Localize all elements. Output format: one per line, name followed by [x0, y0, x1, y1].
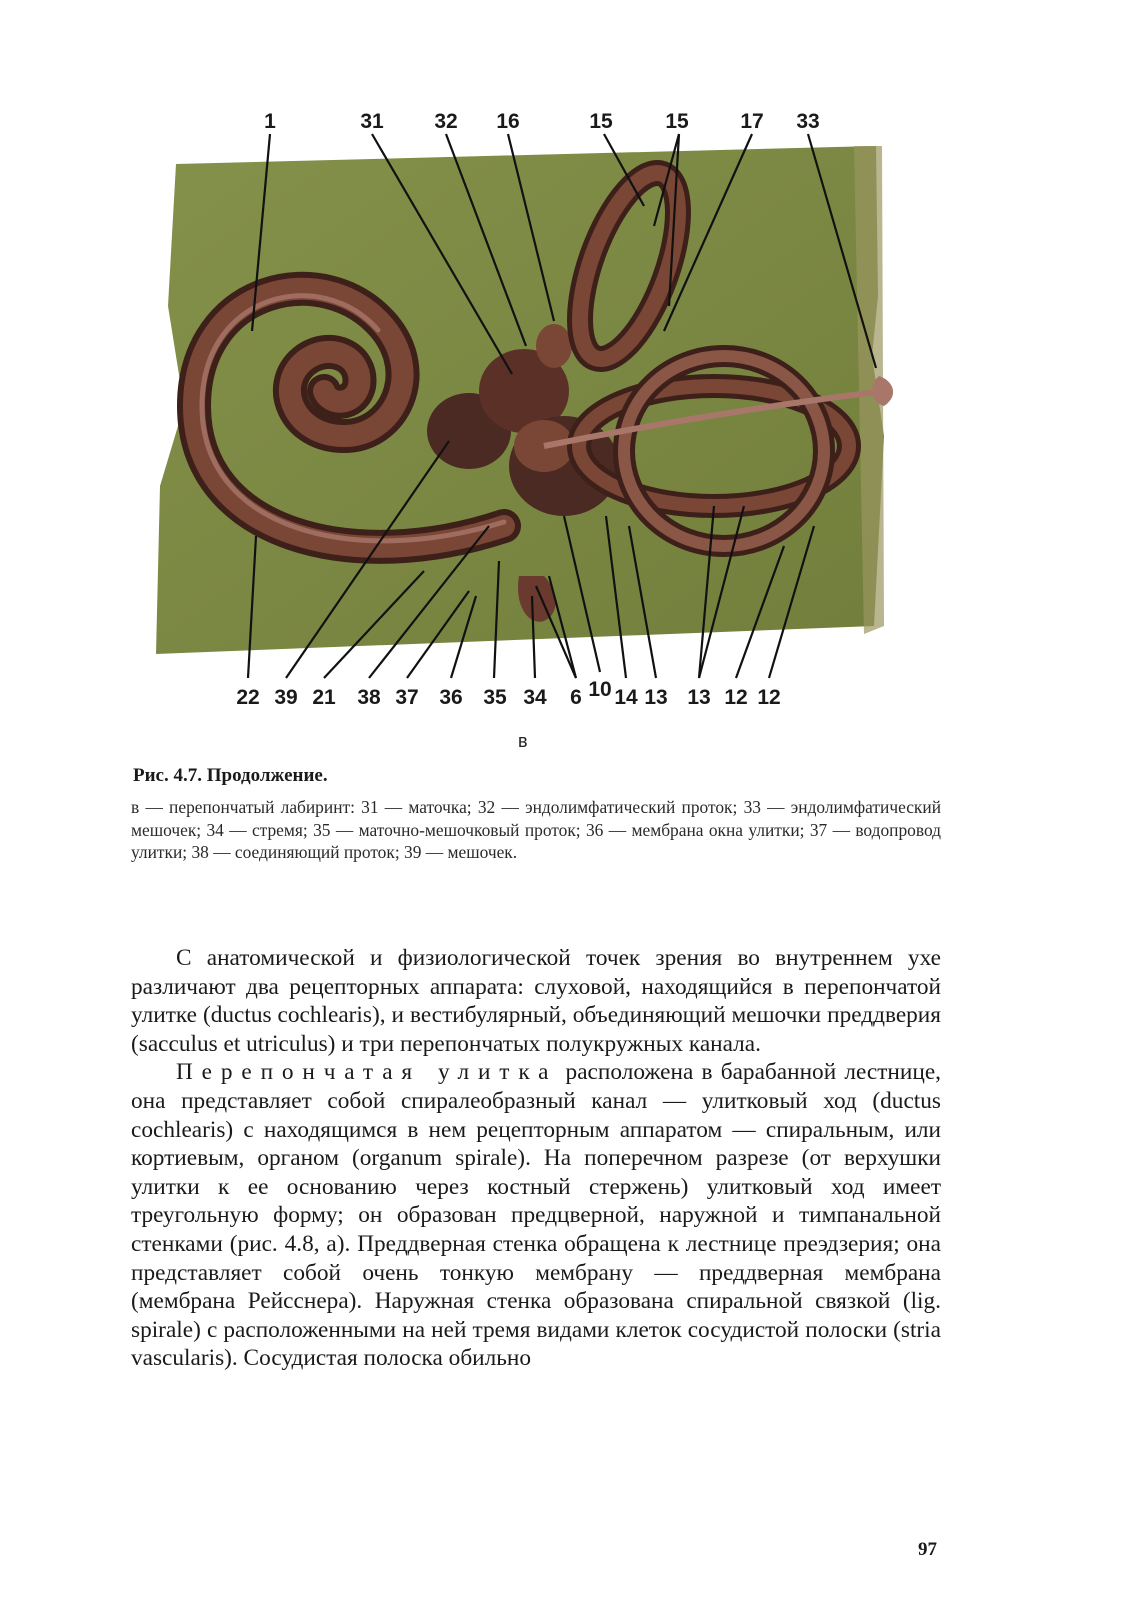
bottom-labels: [236, 678, 780, 709]
figure-label: 15: [589, 110, 613, 133]
top-labels: [264, 110, 820, 133]
figure-label: 15: [665, 110, 689, 133]
paragraph-rest: расположена в барабанной лестнице, она представляет собой спиралеобразный канал — улитковый ход (ductus cochlearis) с находящимся в нем рецепторным аппаратом — спиральным, или кортиевым, органом (organum spirale). На поперечном разрезе (от верхушки улитки к ее основанию через костный стержень) улитковый ход имеет треугольную форму; он образован предцверной, наружной и тимпанальной стенками (рис. 4.8, а). Преддверная стенка обращена к лестнице преэдзерия; она представляет собой очень тонкую мембрану — преддверная мембрана (мембрана Рейсснера). Наружная стенка образована спиральной связкой (lig. spirale) с расположенными на ней тремя видами клеток сосудистой полоски (stria vascularis). Сосудистая полоска обильно: [131, 1059, 941, 1372]
figure-label: 14: [614, 686, 638, 709]
figure-label: 36: [439, 686, 463, 709]
figure-label: 12: [724, 686, 748, 709]
figure-label: 13: [644, 686, 668, 709]
figure-label: 17: [740, 110, 764, 133]
paragraph: С анатомической и физиологической точек зрения во внутреннем ухе различают два рецепторных аппарата: слуховой, находящийся в перепончатой улитке (ductus cochlearis), и вестибулярный, объединяющий мешочки преддверия (sacculus et utriculus) и три перепончатых полукружных канала.: [131, 945, 941, 1057]
figure-label: 34: [523, 686, 547, 709]
paragraph: [131, 1058, 941, 1373]
figure-label: 22: [236, 686, 260, 709]
figure-label: 39: [274, 686, 298, 709]
figure-label: 13: [687, 686, 711, 709]
figure-caption-title: Рис. 4.7. Продолжение.: [133, 765, 328, 786]
figure-label: 21: [312, 686, 336, 709]
figure-label: 33: [796, 110, 820, 133]
figure-label: 35: [483, 686, 507, 709]
figure-label: 16: [496, 110, 520, 133]
figure-panel-letter: в: [518, 731, 528, 751]
figure-caption-text: в — перепончатый лабиринт: 31 — маточка; 32 — эндолимфатический проток; 33 — эндолимфатический мешочек; 34 — стремя; 35 — маточно-мешочковый проток; 36 — мембрана окна улитки; 37 — водопровод улитки; 38 — соединяющий проток; 39 — мешочек.: [131, 797, 941, 862]
figure-label: 12: [757, 686, 781, 709]
figure-label: 38: [357, 686, 381, 709]
body-text: [131, 944, 941, 1373]
membranous-labyrinth-figure: [124, 106, 948, 710]
figure-label: 32: [434, 110, 458, 133]
labyrinth-illustration: [124, 106, 948, 710]
figure-label: 10: [588, 678, 612, 701]
spaced-term: Перепончатая улитка: [176, 1059, 558, 1086]
figure-label: 6: [570, 686, 582, 709]
figure-label: 37: [395, 686, 419, 709]
figure-label: 31: [360, 110, 384, 133]
figure-label: 1: [264, 110, 276, 133]
page-number: 97: [918, 1539, 937, 1560]
